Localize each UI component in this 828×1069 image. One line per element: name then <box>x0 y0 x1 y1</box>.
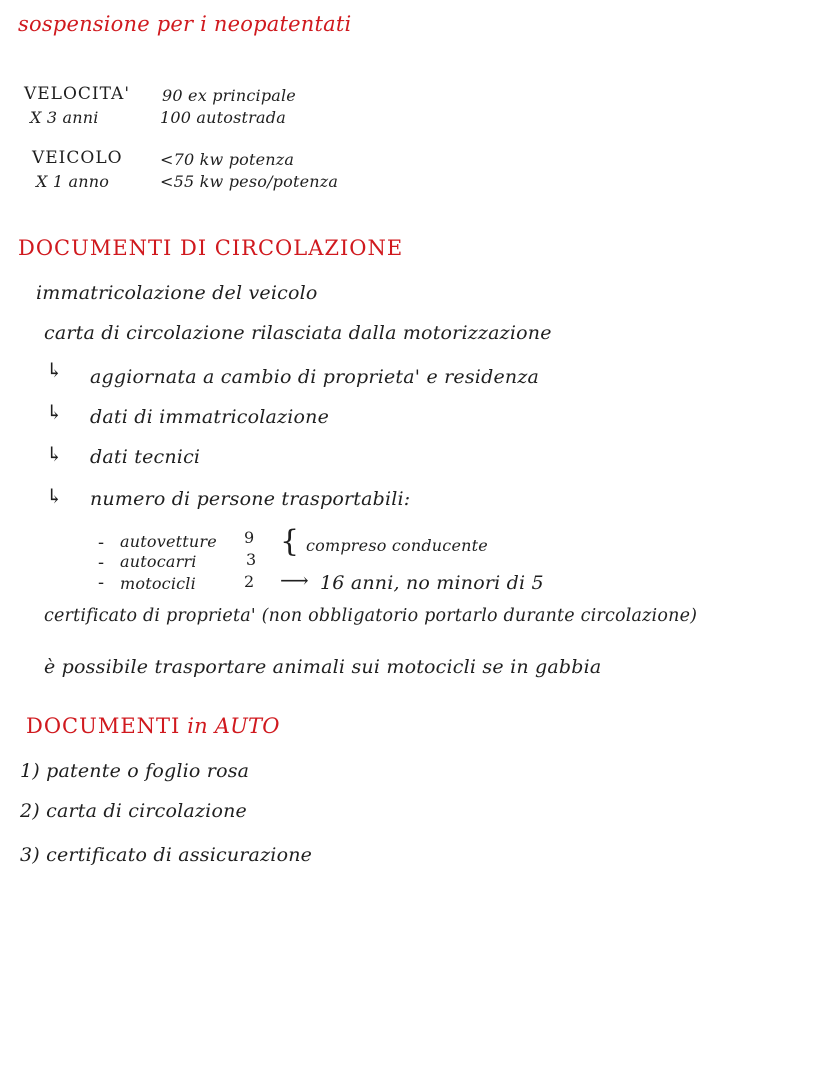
documenti-auto-heading-rest: in AUTO <box>187 714 280 738</box>
documenti-auto-heading-caps: DOCUMENTI <box>26 714 181 738</box>
veicolo-label: VEICOLO <box>32 148 123 168</box>
animali-line: è possibile trasportare animali sui motocicli se in gabbia <box>44 656 602 678</box>
bullet-3: dati tecnici <box>90 446 201 468</box>
bullet-4: numero di persone trasportabili: <box>90 488 411 510</box>
persone-count-2: 3 <box>246 550 257 569</box>
turn-arrow-icon: ↳ <box>46 400 63 424</box>
bullet-1: aggiornata a cambio di proprieta' e residenza <box>90 366 540 388</box>
documenti-auto-item-3: 3) certificato di assicurazione <box>20 844 313 866</box>
immatricolazione-line: immatricolazione del veicolo <box>36 282 318 304</box>
carta-circolazione-line: carta di circolazione rilasciata dalla motorizzazione <box>44 322 552 344</box>
velocita-line-2: 100 autostrada <box>160 108 286 127</box>
turn-arrow-icon: ↳ <box>46 358 63 382</box>
persone-count-3: 2 <box>244 572 255 591</box>
velocita-line-1: 90 ex principale <box>162 86 296 105</box>
page-title: sospensione per i neopatentati <box>18 12 352 36</box>
moto-note: 16 anni, no minori di 5 <box>320 572 544 594</box>
veicolo-line-1: <70 kw potenza <box>160 150 295 169</box>
brace-note: compreso conducente <box>306 536 488 555</box>
documenti-circolazione-heading: DOCUMENTI DI CIRCOLAZIONE <box>18 236 404 260</box>
persone-type-1: autovetture <box>120 532 217 551</box>
velocita-duration: X 3 anni <box>30 108 99 127</box>
persone-count-1: 9 <box>244 528 255 547</box>
brace-icon: { <box>280 524 300 559</box>
veicolo-duration: X 1 anno <box>36 172 110 191</box>
velocita-label: VELOCITA' <box>24 84 130 104</box>
persone-type-2: autocarri <box>120 552 197 571</box>
right-arrow-icon: ⟶ <box>280 568 309 592</box>
bullet-2: dati di immatricolazione <box>90 406 330 428</box>
documenti-auto-item-2: 2) carta di circolazione <box>20 800 247 822</box>
certificato-line: certificato di proprieta' (non obbligatorio portarlo durante circolazione) <box>44 606 698 626</box>
veicolo-line-2: <55 kw peso/potenza <box>160 172 339 191</box>
documenti-auto-heading <box>26 714 280 738</box>
handwritten-note: sospensione per i neopatentati VELOCITA' X 3 anni 90 ex principale 100 autostrada VEICOLO X 1 anno <70 kw potenza <55 kw peso/potenza DOCUMENTI DI CIRCOLAZIONE immatricolazione del veicolo carta di circolazione rilasciata dalla motorizzazione ↳ aggiornata a cambio di proprieta' e residenza ↳ dati di immatricolazione ↳ dati tecnici ↳ numero di persone trasportabili: - autovetture 9 - autocarri 3 - motocicli 2 { compreso conducente ⟶ 16 anni, no minori di 5 certificato di proprieta' (non obbligatorio portarlo durante circolazione) è possibile trasportare animali sui motocicli se in gabbia DOCUMENTI in AUTO 1) patente o foglio rosa 2) carta di circolazione 3) certificato di assicurazione <box>18 12 698 866</box>
turn-arrow-icon: ↳ <box>46 484 63 508</box>
persone-type-3: motocicli <box>120 574 196 593</box>
turn-arrow-icon: ↳ <box>46 442 63 466</box>
documenti-auto-item-1: 1) patente o foglio rosa <box>20 760 250 782</box>
